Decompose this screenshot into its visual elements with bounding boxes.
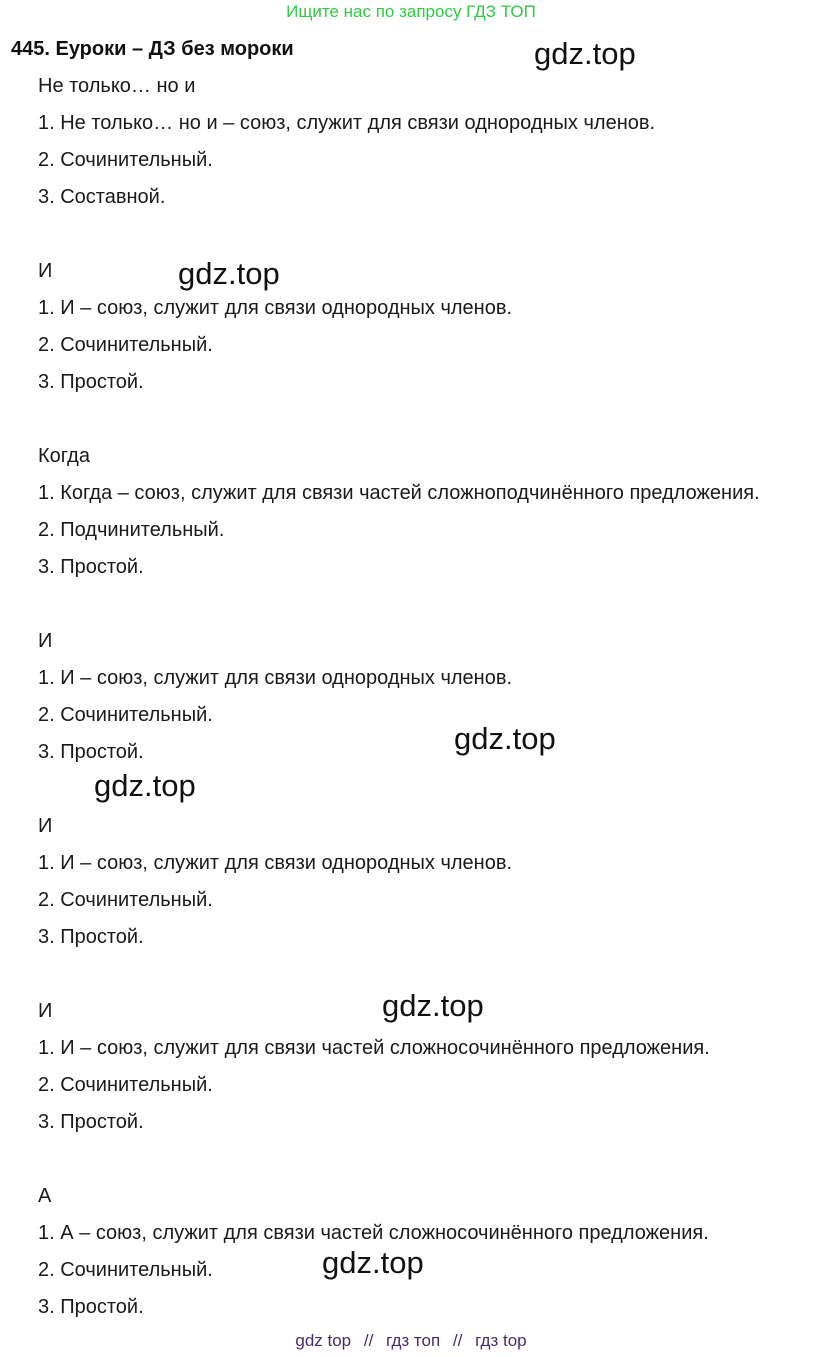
footer-separator: // (452, 1331, 463, 1350)
footer-link-gdz-top[interactable]: gdz top (295, 1331, 352, 1350)
section-item: 3. Простой. (38, 1111, 144, 1133)
section-item: 3. Простой. (38, 926, 144, 948)
section-heading: Когда (38, 445, 90, 467)
section-item: 2. Сочинительный. (38, 1259, 213, 1281)
section-heading: И (38, 1000, 53, 1022)
section-item: 1. И – союз, служит для связи однородных членов. (38, 852, 513, 874)
section-item: 1. Не только… но и – союз, служит для связи однородных членов. (38, 112, 656, 134)
section-item: 1. И – союз, служит для связи однородных членов. (38, 297, 513, 319)
section-item: 1. Когда – союз, служит для связи частей сложноподчинённого предложения. (38, 482, 760, 504)
watermark: gdz.top (94, 768, 196, 803)
section-item: 1. И – союз, служит для связи частей сложносочинённого предложения. (38, 1037, 710, 1059)
watermark: gdz.top (322, 1245, 424, 1280)
section-item: 2. Сочинительный. (38, 334, 213, 356)
page-title: 445. Еуроки – ДЗ без мороки (11, 38, 294, 60)
section-item: 2. Сочинительный. (38, 1074, 213, 1096)
section-heading: И (38, 630, 53, 652)
watermark: gdz.top (382, 988, 484, 1023)
footer-links (0, 1331, 822, 1351)
section-item: 3. Простой. (38, 371, 144, 393)
section-item: 3. Простой. (38, 1296, 144, 1318)
section-item: 2. Сочинительный. (38, 149, 213, 171)
section-item: 1. И – союз, служит для связи однородных членов. (38, 667, 513, 689)
section-heading: Не только… но и (38, 75, 196, 97)
search-hint-banner[interactable]: Ищите нас по запросу ГДЗ ТОП (286, 2, 536, 21)
section-heading: И (38, 260, 53, 282)
section-item: 2. Сочинительный. (38, 704, 213, 726)
section-heading: И (38, 815, 53, 837)
footer-link-gdz-top-ru[interactable]: гдз топ (386, 1331, 441, 1350)
section-item: 3. Простой. (38, 556, 144, 578)
footer-separator: // (363, 1331, 374, 1350)
section-item: 3. Простой. (38, 741, 144, 763)
footer-link-gdz-top-mixed[interactable]: гдз top (475, 1331, 527, 1350)
section-item: 1. А – союз, служит для связи частей сложносочинённого предложения. (38, 1222, 709, 1244)
section-item: 2. Сочинительный. (38, 889, 213, 911)
section-item: 3. Составной. (38, 186, 166, 208)
watermark: gdz.top (454, 721, 556, 756)
watermark: gdz.top (178, 256, 280, 291)
watermark: gdz.top (534, 36, 636, 71)
section-heading: А (38, 1185, 52, 1207)
section-item: 2. Подчинительный. (38, 519, 225, 541)
